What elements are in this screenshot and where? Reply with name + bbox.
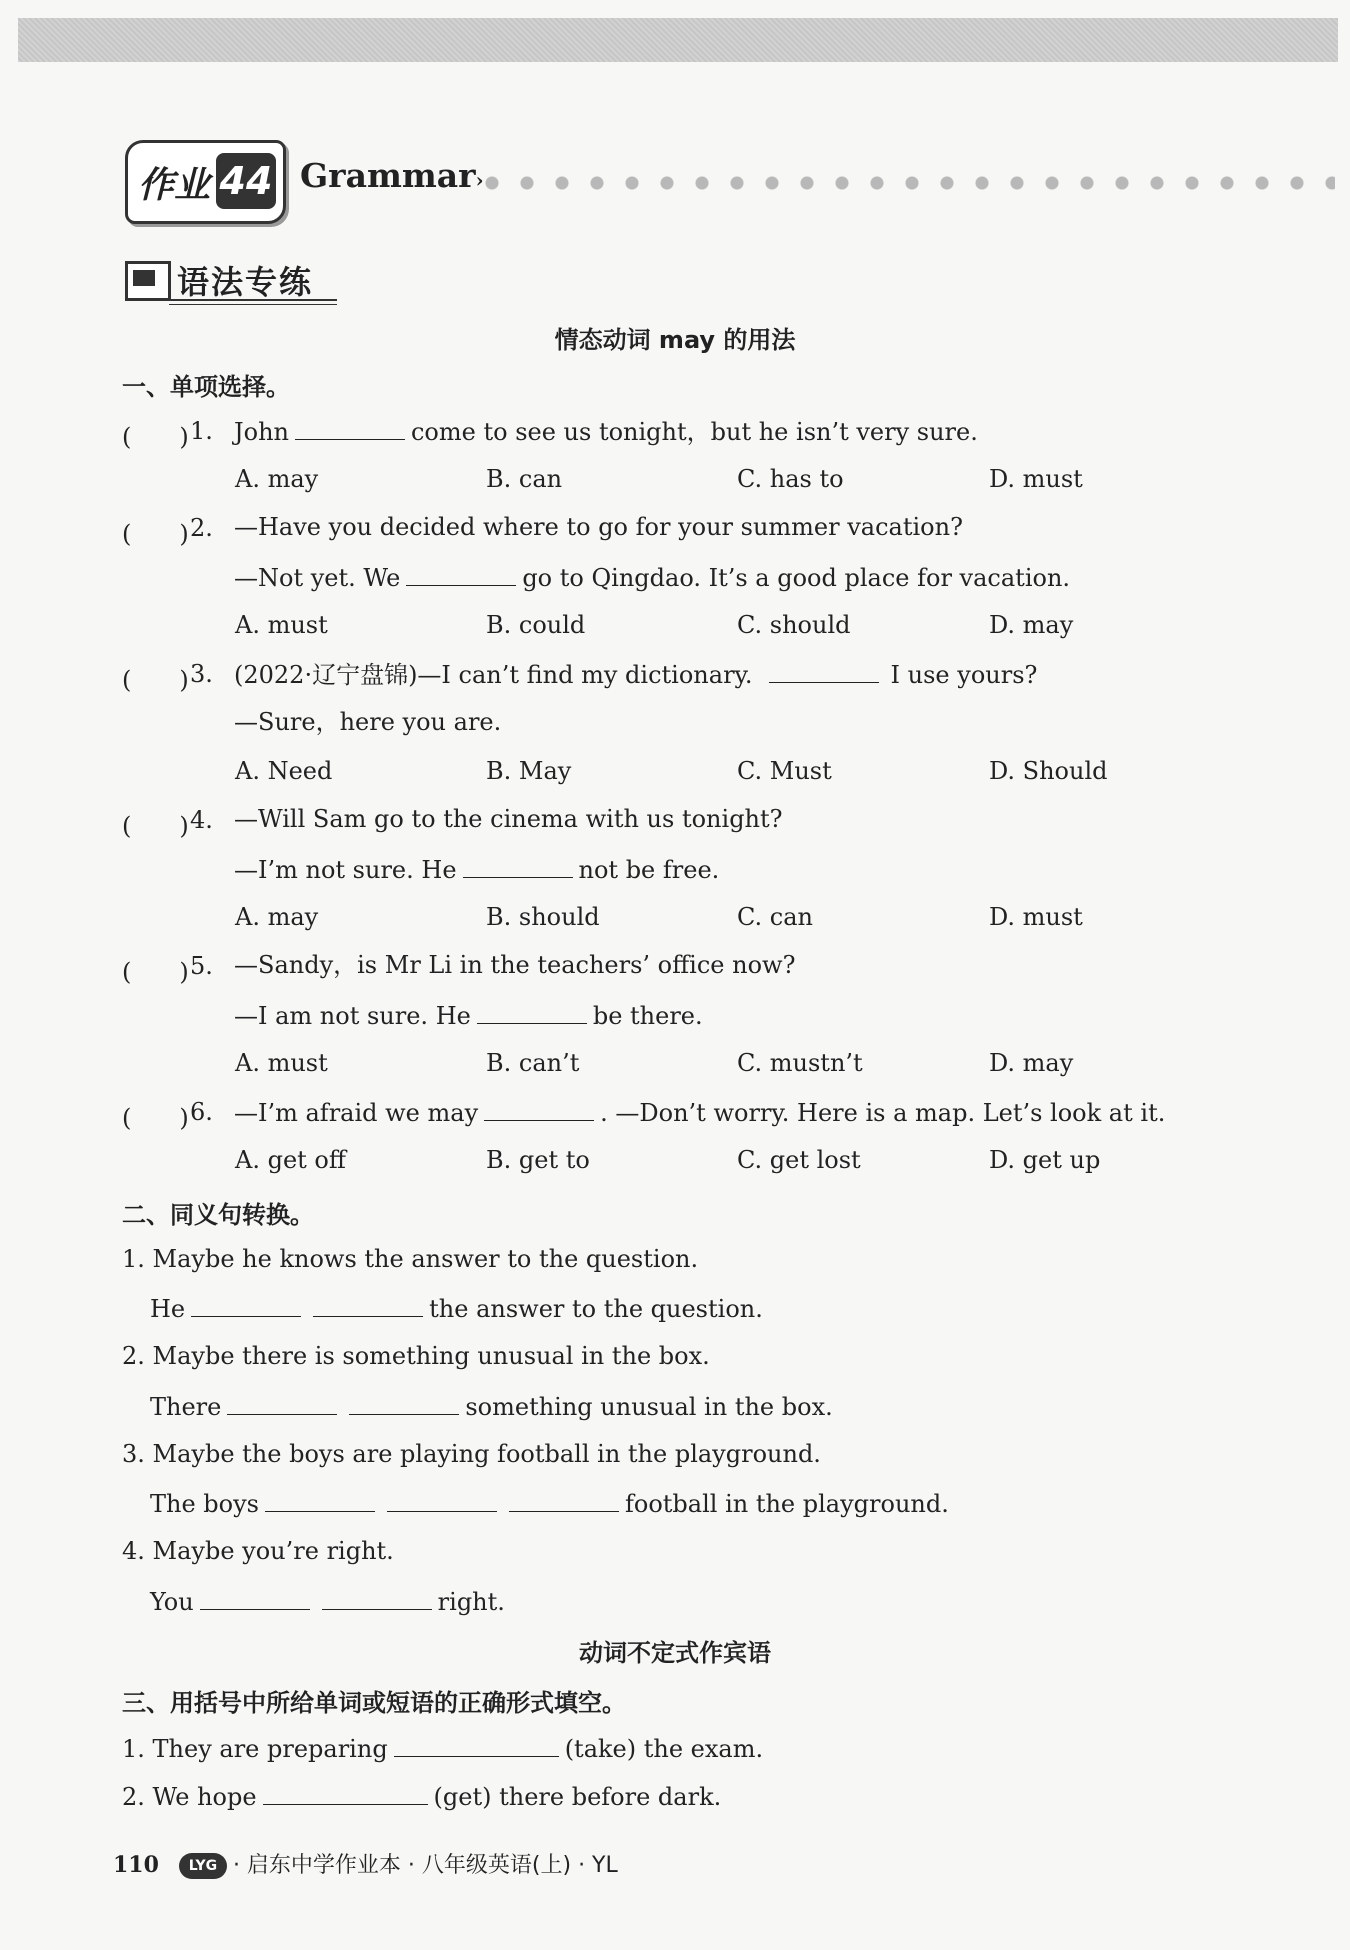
option-d[interactable]: D. must	[989, 465, 1083, 493]
answer-blank[interactable]	[263, 1780, 428, 1805]
answer-blank[interactable]	[265, 1487, 375, 1512]
answer-paren[interactable]: ( )	[122, 423, 189, 451]
question-1: John come to see us tonight，but he isn’t very sure.	[234, 415, 978, 447]
question-number: 2.	[190, 514, 213, 542]
question-3-line-2: —Sure，here you are.	[234, 708, 502, 736]
rewrite-question-4: 4. Maybe you’re right.	[122, 1537, 394, 1565]
option-a[interactable]: A. must	[235, 611, 328, 639]
rewrite-answer-1: He the answer to the question.	[150, 1292, 763, 1324]
question-number: 4.	[190, 806, 213, 834]
option-c[interactable]: C. get lost	[737, 1146, 861, 1174]
answer-blank[interactable]	[295, 415, 405, 440]
question-5-line-1: —Sandy，is Mr Li in the teachers’ office now?	[234, 951, 796, 979]
option-b[interactable]: B. can’t	[486, 1049, 580, 1077]
answer-blank[interactable]	[322, 1585, 432, 1610]
answer-paren[interactable]: ( )	[122, 958, 189, 986]
question-number: 1.	[190, 417, 213, 445]
badge-text: 作业	[138, 165, 211, 206]
answer-blank[interactable]	[484, 1096, 594, 1121]
badge-number: 44	[216, 153, 276, 209]
answer-blank[interactable]	[769, 658, 879, 683]
option-c[interactable]: C. should	[737, 611, 851, 639]
option-a[interactable]: A. must	[235, 1049, 328, 1077]
option-d[interactable]: D. may	[989, 1049, 1074, 1077]
option-b[interactable]: B. can	[486, 465, 563, 493]
rewrite-answer-2: There something unusual in the box.	[150, 1390, 833, 1422]
section-underline	[169, 299, 337, 305]
answer-blank[interactable]	[200, 1585, 310, 1610]
question-4-line-1: —Will Sam go to the cinema with us tonight?	[234, 805, 783, 833]
question-2-line-2: —Not yet. We go to Qingdao. It’s a good place for vacation.	[234, 561, 1070, 593]
option-c[interactable]: C. Must	[737, 757, 832, 785]
part3-heading: 三、用括号中所给单词或短语的正确形式填空。	[122, 1689, 626, 1717]
answer-blank[interactable]	[191, 1292, 301, 1317]
lesson-badge	[125, 140, 286, 224]
option-a[interactable]: A. get off	[235, 1146, 346, 1174]
option-c[interactable]: C. has to	[737, 465, 844, 493]
option-b[interactable]: B. could	[486, 611, 586, 639]
page-number: 110	[113, 1852, 159, 1878]
answer-blank[interactable]	[227, 1390, 337, 1415]
question-5-line-2: —I am not sure. He be there.	[234, 999, 703, 1031]
part1-heading: 一、单项选择。	[122, 373, 290, 401]
fill-question-2: 2. We hope (get) there before dark.	[122, 1780, 721, 1812]
answer-blank[interactable]	[477, 999, 587, 1024]
page-footer	[113, 1848, 618, 1879]
answer-paren[interactable]: ( )	[122, 666, 189, 694]
rewrite-question-2: 2. Maybe there is something unusual in the box.	[122, 1342, 710, 1370]
question-number: 5.	[190, 952, 213, 980]
fill-question-1: 1. They are preparing (take) the exam.	[122, 1732, 763, 1764]
option-d[interactable]: D. Should	[989, 757, 1108, 785]
option-a[interactable]: A. may	[235, 465, 319, 493]
question-number: 3.	[190, 660, 213, 688]
footer-text: · 启东中学作业本 · 八年级英语(上) · YL	[232, 1853, 618, 1878]
notebook-icon	[125, 261, 171, 301]
lesson-title: Grammar›	[300, 156, 484, 195]
option-b[interactable]: B. should	[486, 903, 600, 931]
answer-blank[interactable]	[509, 1487, 619, 1512]
topic-title-1: 情态动词 may 的用法	[554, 326, 796, 354]
answer-blank[interactable]	[394, 1732, 559, 1757]
publisher-logo: LYG	[179, 1853, 227, 1879]
option-c[interactable]: C. mustn’t	[737, 1049, 863, 1077]
rewrite-question-1: 1. Maybe he knows the answer to the question.	[122, 1245, 699, 1273]
answer-blank[interactable]	[387, 1487, 497, 1512]
answer-blank[interactable]	[406, 561, 516, 586]
option-c[interactable]: C. can	[737, 903, 813, 931]
option-a[interactable]: A. may	[235, 903, 319, 931]
answer-paren[interactable]: ( )	[122, 520, 189, 548]
answer-blank[interactable]	[349, 1390, 459, 1415]
option-b[interactable]: B. get to	[486, 1146, 590, 1174]
question-2-line-1: —Have you decided where to go for your summer vacation?	[234, 513, 963, 541]
answer-blank[interactable]	[463, 853, 573, 878]
rewrite-answer-4: You right.	[150, 1585, 505, 1617]
topic-title-2: 动词不定式作宾语	[579, 1639, 771, 1667]
rewrite-answer-3: The boys football in the playground.	[150, 1487, 949, 1519]
option-d[interactable]: D. may	[989, 611, 1074, 639]
question-3-line-1: (2022·辽宁盘锦)—I can’t find my dictionary. I use yours?	[234, 658, 1037, 690]
answer-paren[interactable]: ( )	[122, 1104, 189, 1132]
answer-paren[interactable]: ( )	[122, 812, 189, 840]
answer-blank[interactable]	[313, 1292, 423, 1317]
option-d[interactable]: D. get up	[989, 1146, 1101, 1174]
section-label-text: 语法专练	[177, 263, 314, 301]
section-label	[125, 255, 335, 301]
question-4-line-2: —I’m not sure. He not be free.	[234, 853, 719, 885]
rewrite-question-3: 3. Maybe the boys are playing football in the playground.	[122, 1440, 821, 1468]
scan-top-band	[18, 18, 1338, 62]
question-number: 6.	[190, 1098, 213, 1126]
lesson-header	[125, 140, 1335, 220]
option-d[interactable]: D. must	[989, 903, 1083, 931]
option-b[interactable]: B. May	[486, 757, 572, 785]
dotted-rule	[485, 176, 1335, 190]
part2-heading: 二、同义句转换。	[122, 1201, 314, 1229]
option-a[interactable]: A. Need	[235, 757, 333, 785]
question-6: —I’m afraid we may . —Don’t worry. Here is a map. Let’s look at it.	[234, 1096, 1165, 1128]
